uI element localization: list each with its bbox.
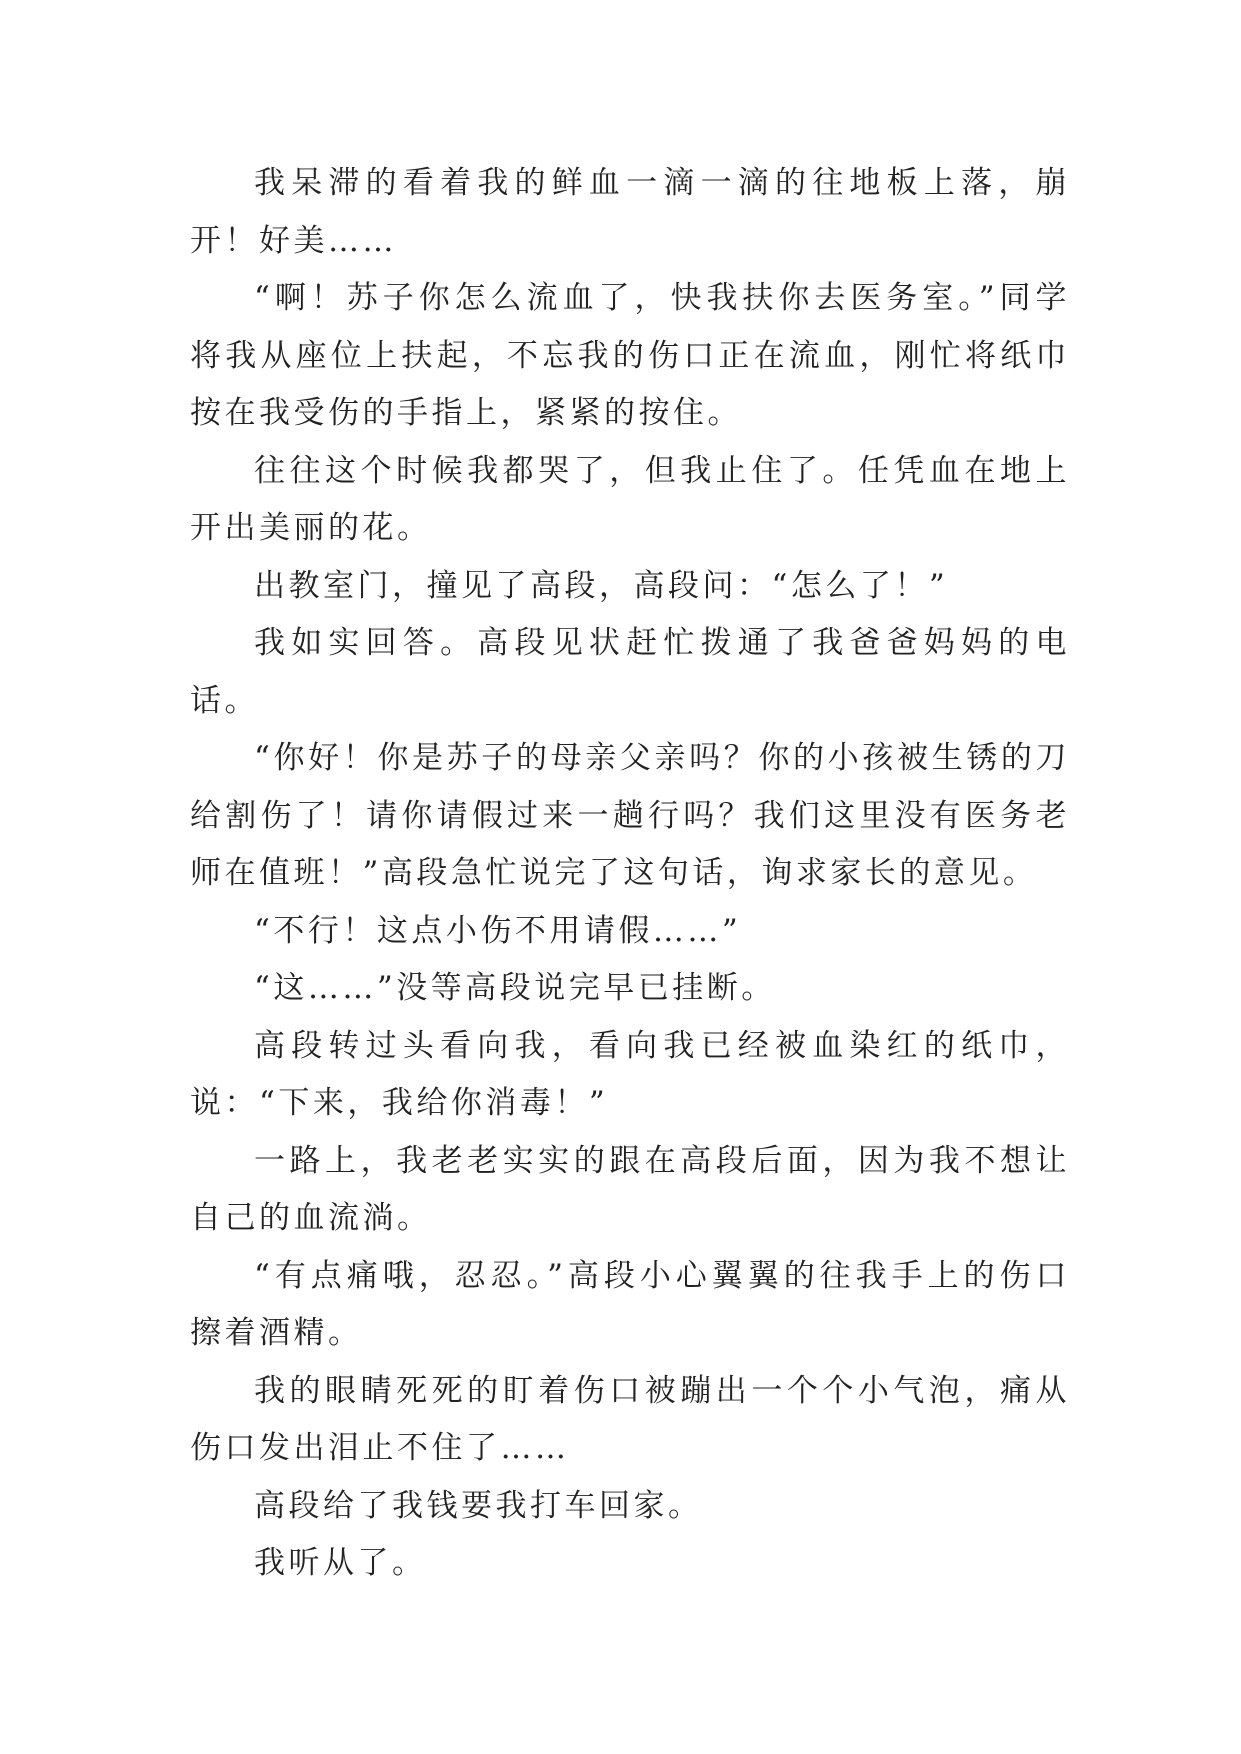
paragraph: “有点痛哦，忍忍。”高段小心翼翼的往我手上的伤口擦着酒精。 (190, 1257, 1070, 1351)
paragraph: “不行！这点小伤不用请假……” (254, 912, 742, 949)
paragraph: 高段给了我钱要我打车回家。 (254, 1487, 703, 1524)
paragraph: 我如实回答。高段见状赶忙拨通了我爸爸妈妈的电话。 (190, 625, 1070, 719)
paragraph: 高段转过头看向我，看向我已经被血染红的纸巾，说：“下来，我给你消毒！” (190, 1027, 1070, 1121)
paragraph: “你好！你是苏子的母亲父亲吗？你的小孩被生锈的刀给割伤了！请你请假过来一趟行吗？我们这里没有医务老师在值班！”高段急忙说完了这句话，询求家长的意见。 (190, 740, 1070, 891)
paragraph: 往往这个时候我都哭了，但我止住了。任凭血在地上开出美丽的花。 (190, 452, 1070, 546)
paragraph: “啊！苏子你怎么流血了，快我扶你去医务室。”同学将我从座位上扶起，不忘我的伤口正在流血，刚忙将纸巾按在我受伤的手指上，紧紧的按住。 (190, 280, 1070, 431)
paragraph: 出教室门，撞见了高段，高段问：“怎么了！” (254, 567, 949, 604)
document-body (190, 155, 1070, 1593)
paragraph: 我呆滞的看着我的鲜血一滴一滴的往地板上落，崩开！好美…… (190, 165, 1070, 259)
paragraph: 我听从了。 (254, 1545, 427, 1581)
paragraph: “这……”没等高段说完早已挂断。 (254, 970, 776, 1006)
paragraph: 我的眼睛死死的盯着伤口被蹦出一个个小气泡，痛从伤口发出泪止不住了…… (190, 1372, 1070, 1466)
paragraph: 一路上，我老老实实的跟在高段后面，因为我不想让自己的血流淌。 (190, 1142, 1070, 1236)
